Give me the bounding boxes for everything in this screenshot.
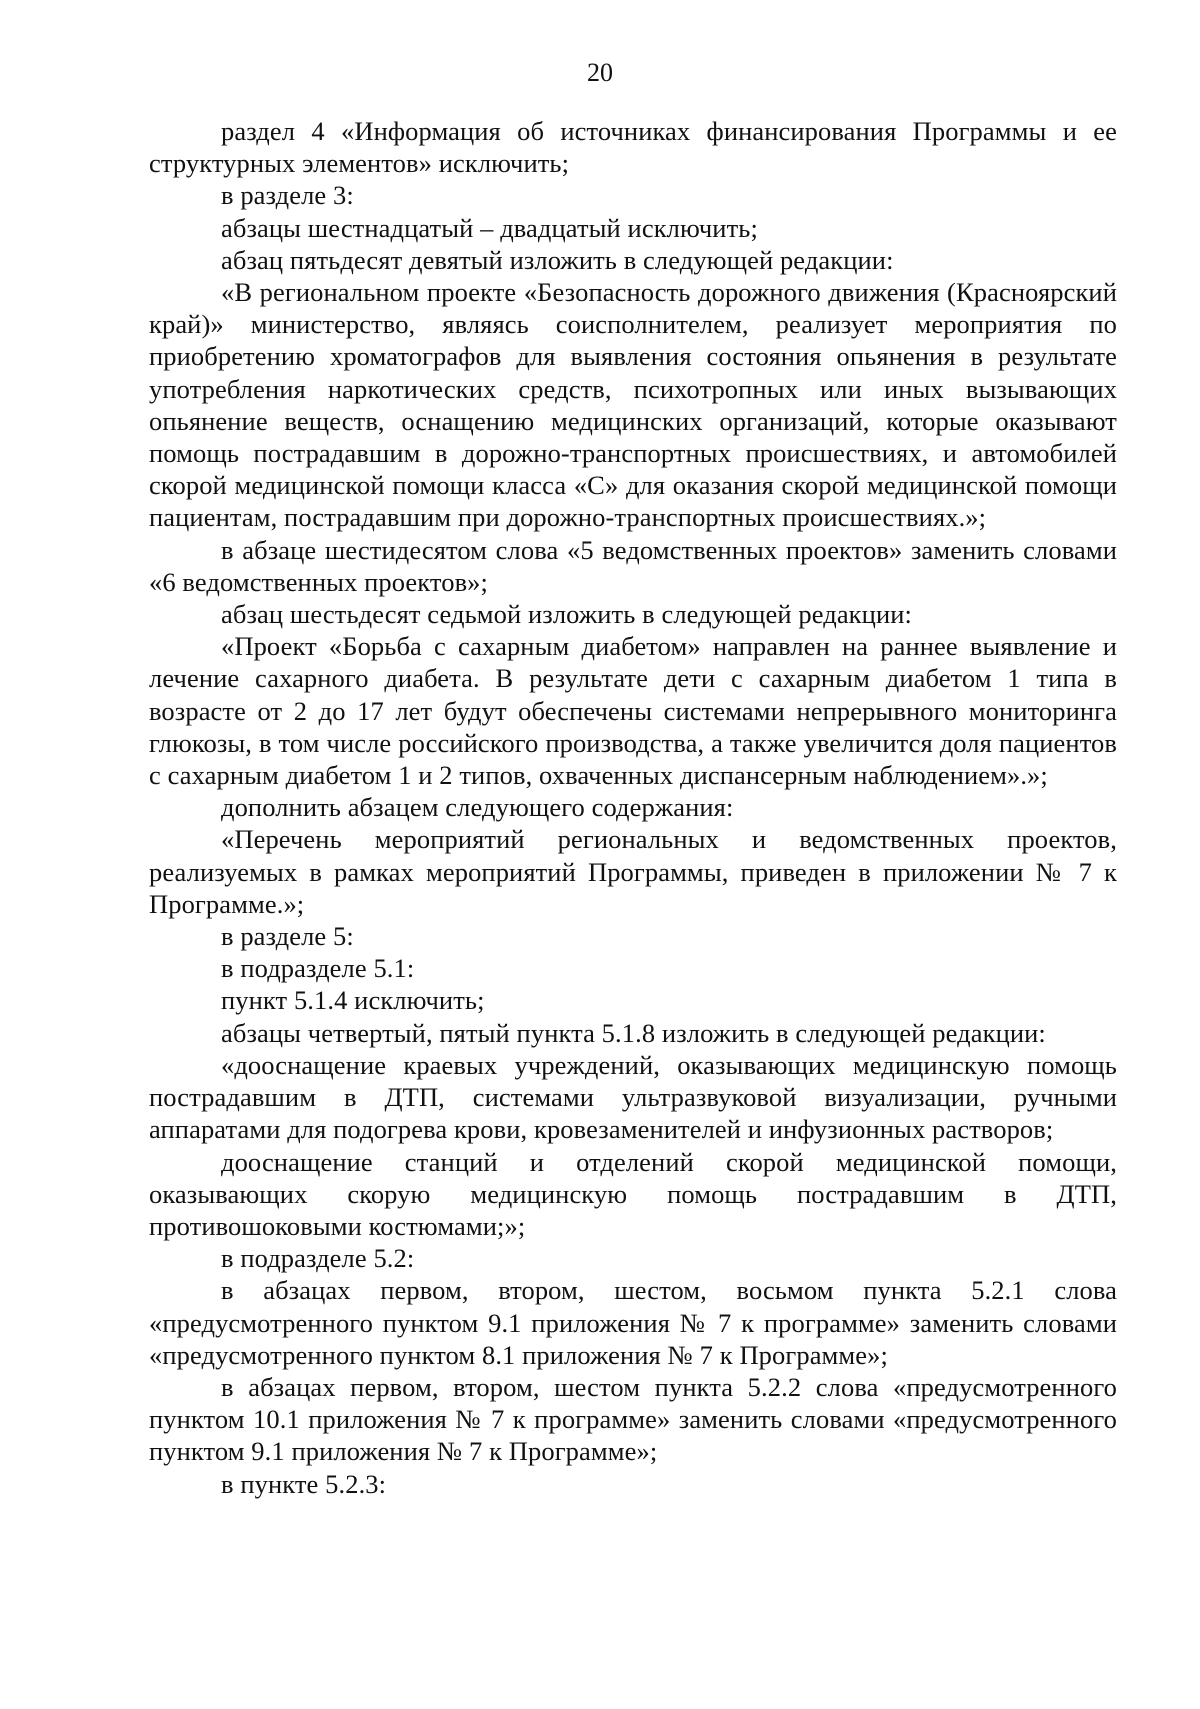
- paragraph: дооснащение станций и отделений скорой медицинской помощи, оказывающих скорую медицинскую помощь пострадавшим в ДТП, противошоковыми костюмами;»;: [149, 1146, 1117, 1241]
- paragraph: «Проект «Борьба с сахарным диабетом» направлен на раннее выявление и лечение сахарного диабета. В результате дети с сахарным диабетом 1 типа в возрасте от 2 до 17 лет будут обеспечены системами непрерывного мониторинга глюкозы, в том числе российского производства, а также увеличится доля пациентов с сахарным диабетом 1 и 2 типов, охваченных диспансерным наблюдением».»;: [149, 631, 1117, 791]
- document-body: [149, 115, 1117, 1500]
- paragraph: абзац пятьдесят девятый изложить в следующей редакции:: [221, 244, 894, 275]
- paragraph: раздел 4 «Информация об источниках финансирования Программы и ее структурных элементов» исключить;: [149, 116, 1117, 179]
- paragraph: «В региональном проекте «Безопасность дорожного движения (Красноярский край)» министерство, являясь соисполнителем, реализует мероприятия по приобретению хроматографов для выявления состояния опьянения в результате употребления наркотических средств, психотропных или иных вызывающих опьянение веществ, оснащению медицинских организаций, которые оказывают помощь пострадавшим в дорожно-транспортных происшествиях, и автомобилей скорой медицинской помощи класса «С» для оказания скорой медицинской помощи пациентам, пострадавшим при дорожно-транспортных происшествиях.»;: [149, 277, 1117, 533]
- paragraph: абзацы четвертый, пятый пункта 5.1.8 изложить в следующей редакции:: [221, 1017, 1046, 1048]
- paragraph: «дооснащение краевых учреждений, оказывающих медицинскую помощь пострадавшим в ДТП, системами ультразвуковой визуализации, ручными аппаратами для подогрева крови, кровезаменителей и инфузионных растворов;: [149, 1049, 1117, 1145]
- paragraph: в абзацах первом, втором, шестом, восьмом пункта 5.2.1 слова «предусмотренного пунктом 9.1 приложения № 7 к программе» заменить словами «предусмотренного пунктом 8.1 приложения № 7 к Программе»;: [149, 1275, 1117, 1370]
- paragraph: в подразделе 5.2:: [221, 1243, 415, 1274]
- paragraph: абзац шестьдесят седьмой изложить в следующей редакции:: [221, 599, 912, 630]
- paragraph: в разделе 3:: [221, 180, 354, 211]
- paragraph: абзацы шестнадцатый – двадцатый исключить;: [221, 212, 758, 243]
- paragraph: в разделе 5:: [221, 921, 354, 952]
- page-number: 20: [587, 58, 613, 87]
- paragraph: в абзаце шестидесятом слова «5 ведомственных проектов» заменить словами «6 ведомственных проектов»;: [149, 534, 1117, 597]
- paragraph: в пункте 5.2.3:: [221, 1468, 387, 1499]
- paragraph: в абзацах первом, втором, шестом пункта 5.2.2 слова «предусмотренного пунктом 10.1 приложения № 7 к программе» заменить словами «предусмотренного пунктом 9.1 приложения № 7 к Программе»;: [149, 1371, 1117, 1467]
- paragraph: в подразделе 5.1:: [221, 953, 415, 984]
- paragraph: дополнить абзацем следующего содержания:: [221, 792, 734, 823]
- paragraph: пункт 5.1.4 исключить;: [221, 985, 485, 1016]
- paragraph: «Перечень мероприятий региональных и ведомственных проектов, реализуемых в рамках мероприятий Программы, приведен в приложении № 7 к Программе.»;: [149, 824, 1117, 919]
